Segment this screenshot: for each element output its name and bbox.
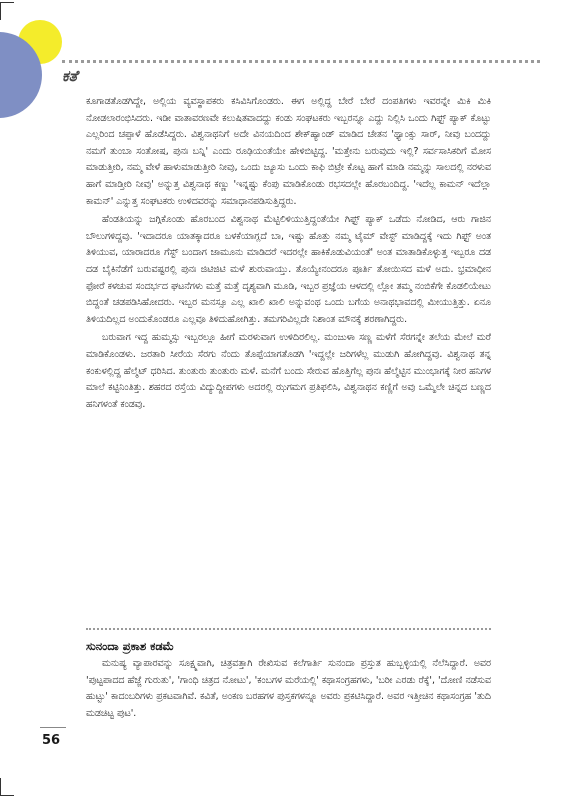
author-name: ಸುನಂದಾ ಪ್ರಕಾಶ ಕಡಮೆ	[86, 639, 175, 653]
article-paragraph: ಹೆಂಡತಿಯನ್ನು ಜಗ್ಗಿಕೊಂಡು ಹೊರಬಂದ ವಿಶ್ವನಾಥ ಮೆಟ್ಟಿಲಿಳಿಯುತ್ತಿದ್ದಂತೆಯೇ ಗಿಫ್ಟ್ ಪ್ಯಾಕ್ ಒಡೆದು ನೋಡಿದ, ಆರು ಗಾಜಿನ ಬೌಲುಗಳಿದ್ದವು. 'ಇದಾದರೂ ಯಾತಕ್ಕಾದರೂ ಬಳಕೆಯಾಗ್ಲದೆ ಬಾ, ಇಷ್ಟು ಹೊತ್ತು ನಮ್ಮ ಟೈಮ್ ವೇಸ್ಟ್ ಮಾಡಿದ್ದಕ್ಕೆ ಇದು ಗಿಫ್ಟ್ ಅಂತ ತಿಳಿಯುವ, ಯಾರಾದರೂ ಗೆಸ್ಟ್ ಬಂದಾಗ ಜಾಮೂನು ಮಾಡಿದರೆ ಇದರಲ್ಲೇ ಹಾಕಿಕೊಡುವಿಯಂತೆ' ಅಂತ ಮಾತಾಡಿಕೊಳ್ಳುತ್ತ ಇಬ್ಬರೂ ದಡ ದಡ ಬೈಕಿನೆಡೆಗೆ ಬರುವಷ್ಟರಲ್ಲಿ ಪುನಃ ಜಿಟಿಜಿಟಿ ಮಳೆ ಶುರುವಾಯ್ತು. ತೊಯ್ಯೇನಂದರೂ ಪೂರ್ತಿ ತೋಯಿಸದ ಮಳೆ ಅದು. ಭ್ರಮಾಧೀನ ಫೋರೆ ಕಳಚುವ ಸಂದರ್ಭದ ಘಟನೆಗಳು ಮತ್ತೆ ಮತ್ತೆ ದೃಶ್ಯವಾಗಿ ಮೂಡಿ, ಇಬ್ಬರ ಪ್ರಜ್ಞೆಯ ಆಳದಲ್ಲಿ ಲ್ಲೋ ತಮ್ಮ ನಂಬಿಕೆಗೇ ಕೊಡಲಿಯೇಟು ಬಿದ್ದಂತೆ ಚಡಪಡಿಸಿಹೋದರು. ಇಬ್ಬರ ಮನಸ್ಸೂ ಎಲ್ಲ ಖಾಲಿ ಖಾಲಿ ಅನ್ನುವಂಥ ಒಂದು ಬಗೆಯ ಅನಾಥಭಾವದಲ್ಲಿ ಮೀಯುತ್ತಿತ್ತು. ಏನೂ ತಿಳಿಯದಿಲ್ಲದ ಅಂದುಕೊಂಡರೂ ಎಲ್ಲವೂ ತಿಳಿದುಹೋಗಿತ್ತು. ತಮಗರಿವಿಲ್ಲದೇ ನಿಶಾಂತ ಮೌನಕ್ಕೆ ಶರಣಾಗಿದ್ದರು.	[86, 214, 491, 325]
page-number: 56	[42, 733, 61, 748]
crop-mark	[0, 2, 1, 20]
article-paragraph: ಕೂಗಾಡತೊಡಗಿದ್ದೇ, ಅಲ್ಲಿಯ ವ್ಯವಸ್ಥಾಪಕರು ಕಸಿವಿಸಿಗೊಂಡರು. ಈಗ ಅಲ್ಲಿದ್ದ ಬೇರೆ ಬೇರೆ ದಂಪತಿಗಳು ಇವರನ್ನೇ ಮಿಕಿ ಮಿಕಿ ನೋಡಲಾರಂಭಿಸಿದರು. ಇಡೀ ವಾತಾವರಣವೇ ಕಲುಷಿತವಾದದ್ದು ಕಂಡು ಸಂಘಟಕರು ಇಬ್ಬರನ್ನೂ ಎದ್ದು ನಿಲ್ಲಿಸಿ ಒಂದು ಗಿಫ್ಟ್ ಪ್ಯಾಕ್ ಕೊಟ್ಟು ಎಲ್ಲರಿಂದ ಚಪ್ಪಾಳೆ ಹೊಡೆಸಿದ್ದರು. ವಿಶ್ವನಾಥನಿಗೆ ಅದೇ ವಿನಯದಿಂದ ಶೇಕ್‌ಹ್ಯಾಂಡ್ ಮಾಡಿದ ಚೇತನ 'ಥ್ಯಾಂಕ್ಸು ಸಾರ್, ನೀವು ಬಂದದ್ದು ನಮಗೆ ತುಂಬಾ ಸಂತೋಷ, ಪುನಃ ಬನ್ನಿ' ಎಂದು ರೂಢಿಯಂತೆಯೇ ಹೇಳಿಬಿಟ್ಟಿದ್ದ. 'ಮತ್ತೇನು ಬರುವುದು ಇಲ್ಲಿ? ಸರ್ವಸಾಸಿಕರಿಗೆ ಮೋಸ ಮಾಡುತ್ತೀರಿ, ನಮ್ಮ ವೇಳೆ ಹಾಳುಮಾಡುತ್ತೀರಿ ನೀವು, ಒಂದು ಜ್ಯೂಸು ಒಂದು ಕಾಫಿ ಬಿಟ್ರೇ ಕೊಟ್ಟ ಹಾಗೆ ಮಾಡಿ ನಮ್ಮನ್ನು ಸಾಲದಲ್ಲಿ ನರಳುವ ಹಾಗೆ ಮಾಡ್ತೀರಿ ನೀವು' ಅನ್ನುತ್ತ ವಿಶ್ವನಾಥ ಕಣ್ಣು 'ಇನ್ನಷ್ಟು ಕೆಂಪು ಮಾಡಿಕೊಂಡು ರಭಸದಲ್ಲೇ ಹೊರಬಂದಿದ್ದ. 'ಇದೆಲ್ಲ ಕಾಮನ್ ಇದೆಲ್ಲಾ ಕಾಮನ್' ಎನ್ನುತ್ತ ಸಂಘಟಕರು ಉಳಿದವರನ್ನು ಸಮಾಧಾನಪಡಿಸುತ್ತಿದ್ದರು.	[86, 96, 491, 207]
header-dotted-rule	[62, 60, 540, 63]
section-title: ಕತೆ	[62, 67, 78, 85]
author-bio	[86, 656, 491, 722]
article-paragraph: ಬರುವಾಗ ಇದ್ದ ಹುಮ್ಮಸ್ಸು ಇಬ್ಬರಲ್ಲೂ ಹೀಗೆ ಮರಳುವಾಗ ಉಳಿದಿರಲಿಲ್ಲ. ಮಂಜುಳಾ ಸಣ್ಣ ಮಳೆಗೆ ಸೆರಗನ್ನೇ ತಲೆಯ ಮೇಲೆ ಮರೆ ಮಾಡಿಕೊಂಡಳು. ಜರತಾರಿ ಸೀರೆಯ ಸೆರಗು ನೆಂದು ತೊಪ್ಪೆಯಾಗತೊಡಗಿ 'ಇದ್ದಲ್ಲೇ ಜರಿಗಳೆಲ್ಲ ಮುಡುಗಿ ಹೋಗಿದ್ದವು. ವಿಶ್ವನಾಥ ತನ್ನ ಕಂಕುಳಲ್ಲಿದ್ದ ಹೆಲ್ಮೆಟ್ ಧರಿಸಿದ. ತುಂತುರು ತುಂತುರು ಮಳೆ. ಮನೆಗೆ ಬಂದು ಸೇರುವ ಹೊತ್ತಿಗೆಲ್ಲ ಪುನಃ ಹೆಲ್ಮೆಟ್ಟಿನ ಮುಂಭಾಗಕ್ಕೆ ನೀರ ಹನಿಗಳ ಮಾಲೆ ಕಟ್ಟಿನಿಂತಿತ್ತು. ಶಹರದ ರಸ್ತೆಯ ವಿದ್ಯುದ್ದೀಪಗಳು ಅದರಲ್ಲಿ ಝಗಮಗ ಪ್ರತಿಫಲಿಸಿ, ವಿಶ್ವನಾಥನ ಕಣ್ಣಿಗೆ ಅವು ಒಮ್ಮೆಲೇ ಚಿನ್ನದ ಬಣ್ಣದ ಹನಿಗಳಂತೆ ಕಂಡವು.	[86, 332, 491, 410]
crop-mark	[0, 778, 1, 796]
article-body	[86, 94, 491, 415]
author-bio-text: ಮನುಷ್ಯ ವ್ಯಾಪಾರವನ್ನು ಸೂಕ್ಷ್ಮವಾಗಿ, ಚಿತ್ರವತ್ತಾಗಿ ರೇಖಿಸುವ ಕಲೆಗಾರ್ತಿ ಸುನಂದಾ ಪ್ರಸ್ತುತ ಹುಬ್ಬಳ್ಳಿಯಲ್ಲಿ ನೆಲೆಸಿದ್ದಾರೆ. ಅವರ 'ಪುಟ್ಟಪಾದದ ಹೆಜ್ಜೆ ಗುರುತು', 'ಗಾಂಧಿ ಚಿತ್ರದ ನೋಟು', 'ಕಂಬಗಳ ಮರೆಯಲ್ಲಿ' ಕಥಾಸಂಗ್ರಹಗಳು, 'ಬರೀ ಎರಡು ರೆಕ್ಕೆ', 'ದೋಣಿ ನಡೆಸುವ ಹುಟ್ಟು' ಕಾದಂಬರಿಗಳು ಪ್ರಕಟವಾಗಿವೆ. ಕವಿತೆ, ಅಂಕಣ ಬರಹಗಳ ಪುಸ್ತಕಗಳನ್ನೂ ಅವರು ಪ್ರಕಟಿಸಿದ್ದಾರೆ. ಅವರ ಇತ್ತೀಚಿನ ಕಥಾಸಂಗ್ರಹ 'ತುದಿ ಮಡಚಿಟ್ಟ ಪುಟ'.	[86, 658, 491, 719]
crop-mark	[0, 2, 14, 3]
crop-mark	[0, 795, 14, 796]
page-number-rule	[40, 727, 66, 728]
author-separator	[86, 628, 491, 630]
